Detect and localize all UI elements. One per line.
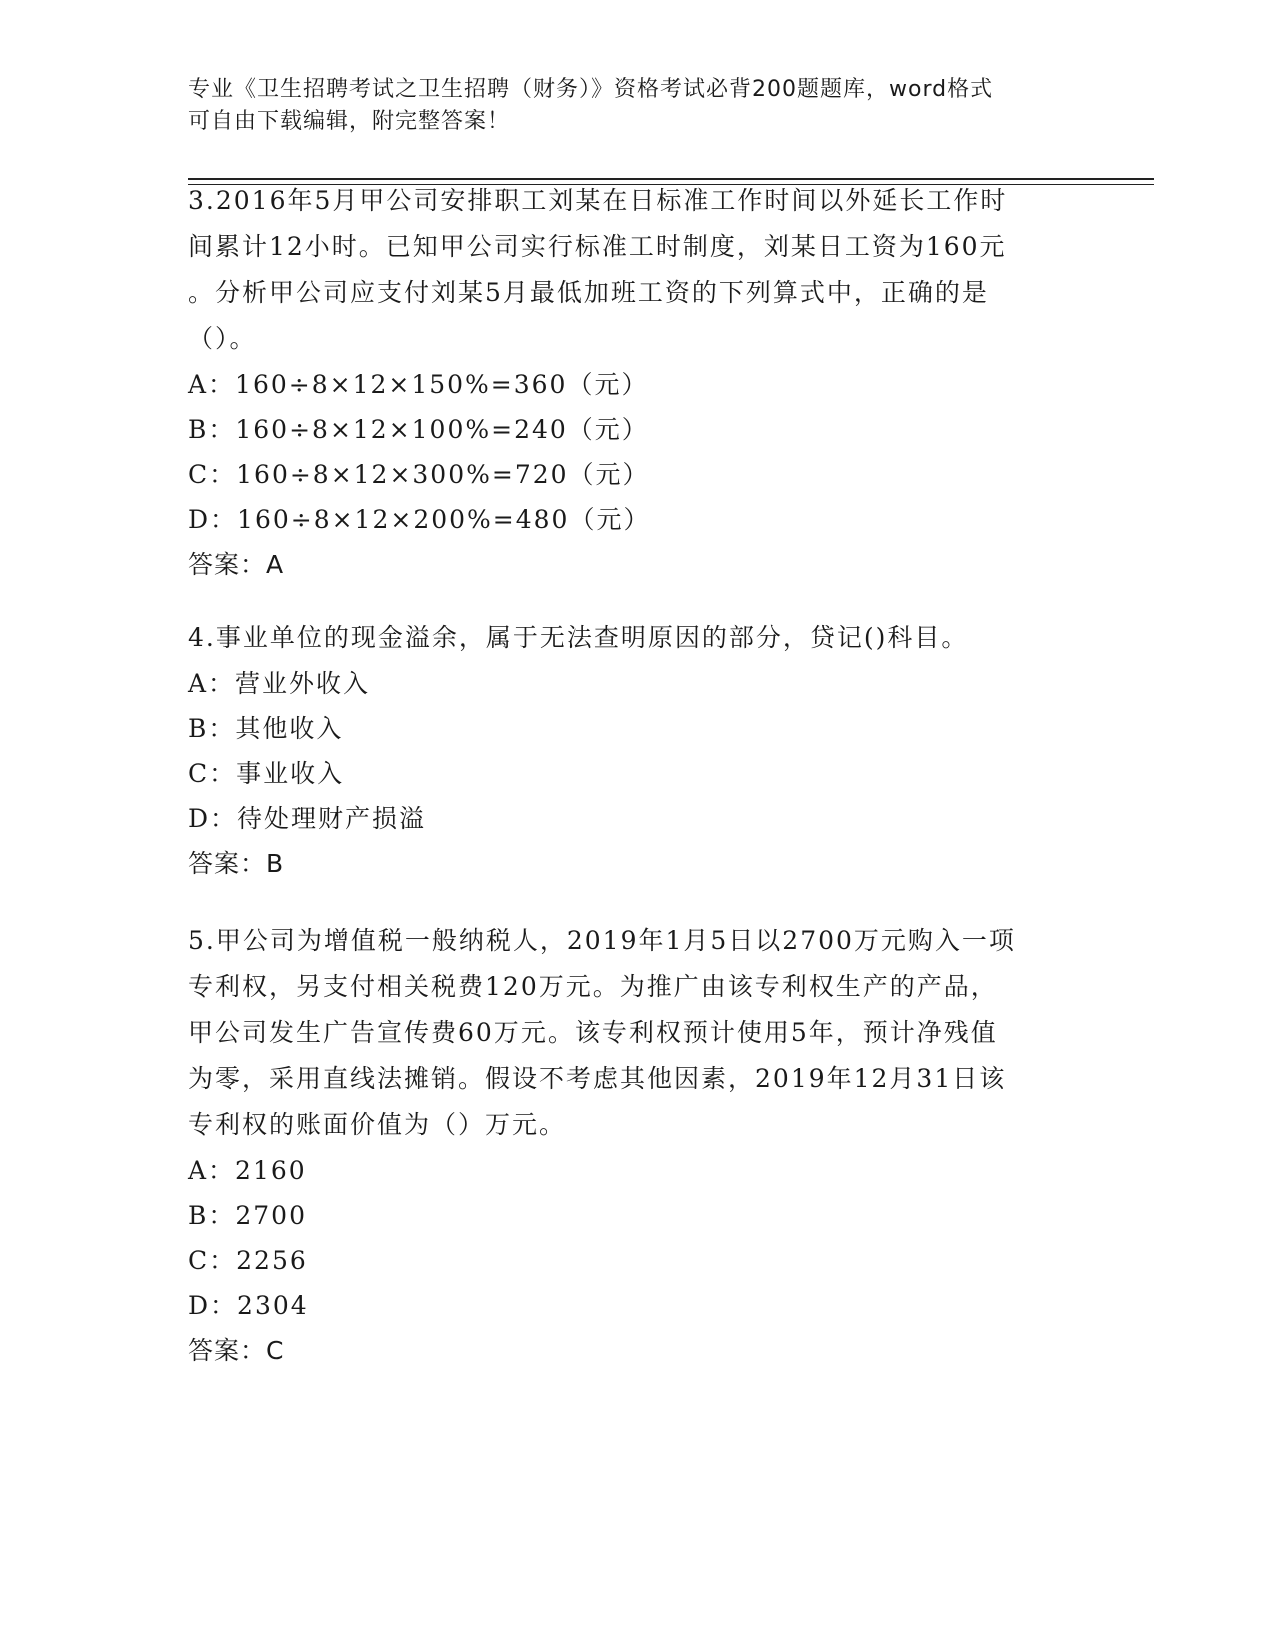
header-line-1: 专业《卫生招聘考试之卫生招聘（财务）》资格考试必背200题题库，word格式 [188, 77, 994, 102]
question-text-line: 。分析甲公司应支付刘某5月最低加班工资的下列算式中，正确的是 [188, 278, 989, 307]
option-c: C：2256 [188, 1246, 308, 1275]
option-a: A：营业外收入 [188, 669, 371, 698]
question-text-line: 甲公司发生广告宣传费60万元。该专利权预计使用5年，预计净残值 [188, 1018, 998, 1047]
option-d: D：160÷8×12×200%=480（元） [188, 505, 651, 534]
question-text-line: 为零，采用直线法摊销。假设不考虑其他因素，2019年12月31日该 [188, 1064, 1007, 1093]
question-text-line: 5.甲公司为增值税一般纳税人，2019年1月5日以2700万元购入一项 [188, 926, 1016, 955]
question-text-line: （）。 [188, 324, 257, 353]
question-text-line: 3.2016年5月甲公司安排职工刘某在日标准工作时间以外延长工作时 [188, 186, 1008, 215]
question-text-line: 专利权，另支付相关税费120万元。为推广由该专利权生产的产品， [188, 972, 998, 1001]
question-text-line: 专利权的账面价值为（）万元。 [188, 1110, 567, 1139]
question-4 [188, 615, 1108, 887]
document-header [188, 74, 1068, 138]
option-c: C：事业收入 [188, 759, 345, 788]
answer-label: 答案：B [188, 849, 285, 878]
header-line-2: 可自由下载编辑，附完整答案！ [188, 109, 511, 134]
question-3 [188, 178, 1108, 588]
option-a: A：160÷8×12×150%=360（元） [188, 370, 649, 399]
option-d: D：待处理财产损溢 [188, 804, 427, 833]
question-5 [188, 918, 1108, 1374]
option-a: A：2160 [188, 1156, 307, 1185]
option-b: B：160÷8×12×100%=240（元） [188, 415, 649, 444]
answer-label: 答案：A [188, 550, 285, 579]
option-d: D：2304 [188, 1291, 309, 1320]
option-b: B：其他收入 [188, 714, 344, 743]
question-text-line: 4.事业单位的现金溢余，属于无法查明原因的部分，贷记()科目。 [188, 623, 969, 652]
option-b: B：2700 [188, 1201, 307, 1230]
question-text-line: 间累计12小时。已知甲公司实行标准工时制度，刘某日工资为160元 [188, 232, 1007, 261]
answer-label: 答案：C [188, 1336, 285, 1365]
option-c: C：160÷8×12×300%=720（元） [188, 460, 650, 489]
